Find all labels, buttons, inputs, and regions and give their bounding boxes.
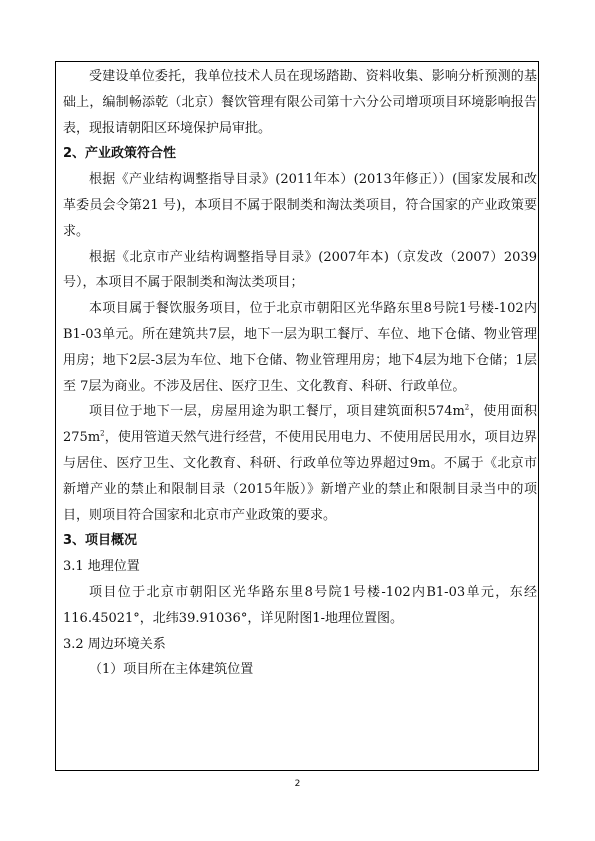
document-body [63, 64, 537, 683]
section-heading-policy: 2、产业政策符合性 [63, 146, 177, 162]
paragraph-coordinates: 项目位于北京市朝阳区光华路东里8号院1号楼-102内B1-03单元，东经116.45021°，北纬39.91036°，详见附图1-地理位置图。 [63, 584, 537, 626]
page-number: 2 [294, 779, 301, 789]
superscript-2: 2 [100, 429, 105, 438]
paragraph-national-policy: 根据《产业结构调整指导目录》(2011年本）(2013年修正））(国家发展和改革委员会令第21 号)，本项目不属于限制类和淘汰类项目，符合国家的产业政策要求。 [63, 172, 537, 239]
section-heading-overview: 3、项目概况 [63, 533, 138, 549]
text-area-b: ，使用面积275m [63, 404, 537, 446]
paragraph-project-location: 本项目属于餐饮服务项目，位于北京市朝阳区光华路东里8号院1号楼-102内B1-03单元。所在建筑共7层，地下一层为职工餐厅、车位、地下仓储、物业管理用房；地下2层-3层为车位、地下仓储、物业管理用房；地下4层为地下仓储；1层至 7层为商业。不涉及居住、医疗卫生、文化教育、科研、行政单位。 [63, 301, 537, 394]
text-area-c: ，使用管道天然气进行经营，不使用民用电力、不使用居民用水，项目边界与居住、医疗卫生、文化教育、科研、行政单位等边界超过9m。不属于《北京市新增产业的禁止和限制目录（2015年版）》新增产业的禁止和限制目录当中的项目，则项目符合国家和北京市产业政策的要求。 [63, 430, 537, 523]
paragraph-building-use [63, 399, 537, 528]
list-item-building-position: （1）项目所在主体建筑位置 [89, 662, 254, 678]
text-area-a: 项目位于地下一层，房屋用途为职工餐厅，项目建筑面积574m [89, 404, 465, 420]
superscript-2: 2 [464, 404, 470, 413]
paragraph-beijing-policy: 根据《北京市产业结构调整指导目录》(2007年本)（京发改（2007）2039号），本项目不属于限制类和淘汰类项目； [63, 249, 537, 291]
subsection-geography: 3.1 地理位置 [63, 559, 140, 575]
paragraph-intro: 受建设单位委托，我单位技术人员在现场踏勘、资料收集、影响分析预测的基础上，编制畅添乾（北京）餐饮管理有限公司第十六分公司增项项目环境影响报告表，现报请朝阳区环境保护局审批。 [63, 69, 537, 136]
subsection-surroundings: 3.2 周边环境关系 [63, 636, 166, 652]
